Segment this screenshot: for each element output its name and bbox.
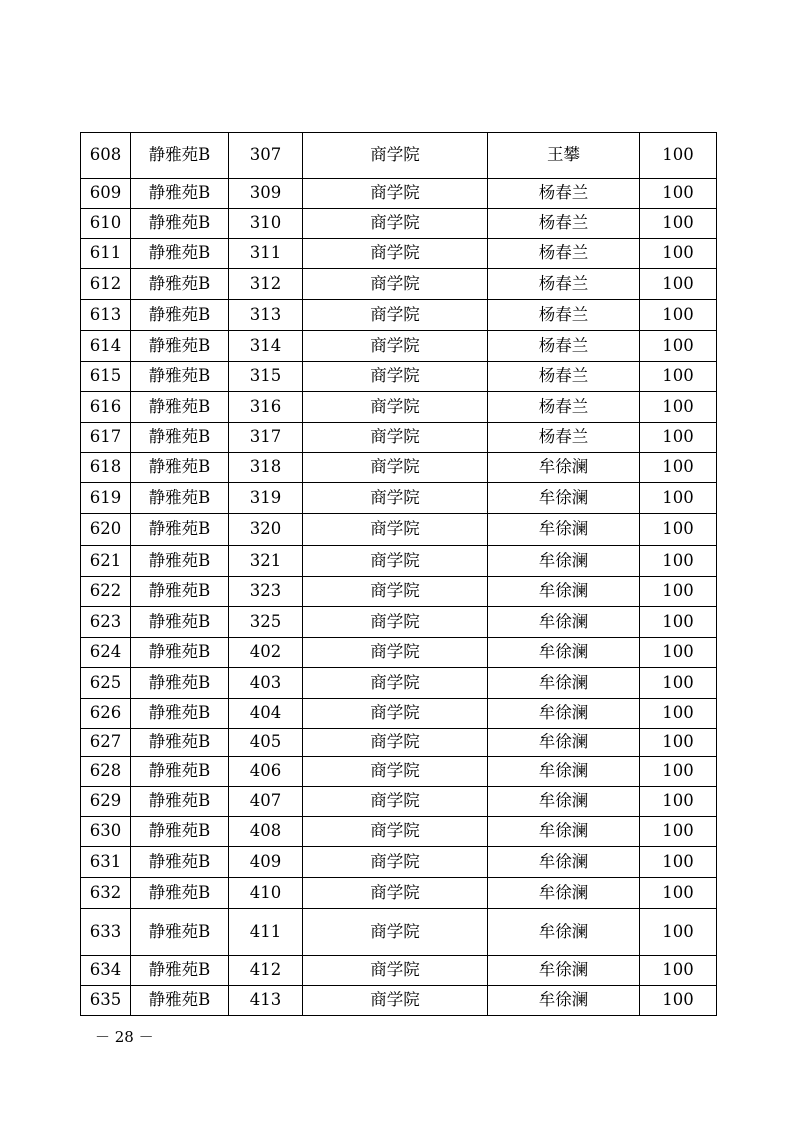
cell-score: 100 xyxy=(640,392,717,423)
cell-no: 633 xyxy=(81,909,131,956)
cell-score: 100 xyxy=(640,986,717,1016)
table-row xyxy=(81,729,717,757)
cell-room: 313 xyxy=(229,300,303,331)
cell-no: 631 xyxy=(81,847,131,878)
cell-college: 商学院 xyxy=(303,423,488,453)
table-row xyxy=(81,362,717,392)
cell-person: 牟徐澜 xyxy=(488,577,640,607)
cell-room: 323 xyxy=(229,577,303,607)
cell-no: 611 xyxy=(81,239,131,269)
table-row xyxy=(81,269,717,300)
cell-building: 静雅苑B xyxy=(131,729,229,757)
cell-score: 100 xyxy=(640,878,717,909)
cell-building: 静雅苑B xyxy=(131,209,229,239)
cell-building: 静雅苑B xyxy=(131,986,229,1016)
cell-building: 静雅苑B xyxy=(131,909,229,956)
cell-room: 320 xyxy=(229,514,303,546)
cell-score: 100 xyxy=(640,638,717,668)
cell-person: 牟徐澜 xyxy=(488,546,640,577)
cell-score: 100 xyxy=(640,668,717,699)
cell-no: 626 xyxy=(81,699,131,729)
cell-college: 商学院 xyxy=(303,300,488,331)
cell-person: 牟徐澜 xyxy=(488,638,640,668)
cell-college: 商学院 xyxy=(303,546,488,577)
cell-no: 610 xyxy=(81,209,131,239)
cell-room: 309 xyxy=(229,179,303,209)
cell-no: 623 xyxy=(81,607,131,638)
cell-college: 商学院 xyxy=(303,878,488,909)
cell-room: 315 xyxy=(229,362,303,392)
cell-no: 620 xyxy=(81,514,131,546)
table-row xyxy=(81,878,717,909)
cell-room: 408 xyxy=(229,817,303,847)
cell-building: 静雅苑B xyxy=(131,668,229,699)
cell-person: 牟徐澜 xyxy=(488,453,640,483)
cell-building: 静雅苑B xyxy=(131,179,229,209)
cell-room: 405 xyxy=(229,729,303,757)
cell-college: 商学院 xyxy=(303,392,488,423)
cell-college: 商学院 xyxy=(303,453,488,483)
cell-no: 629 xyxy=(81,787,131,817)
cell-score: 100 xyxy=(640,757,717,787)
cell-score: 100 xyxy=(640,909,717,956)
cell-room: 411 xyxy=(229,909,303,956)
table-row xyxy=(81,331,717,362)
cell-building: 静雅苑B xyxy=(131,331,229,362)
cell-no: 619 xyxy=(81,483,131,514)
table-row xyxy=(81,546,717,577)
cell-room: 318 xyxy=(229,453,303,483)
cell-person: 牟徐澜 xyxy=(488,729,640,757)
cell-building: 静雅苑B xyxy=(131,577,229,607)
cell-score: 100 xyxy=(640,300,717,331)
table-row xyxy=(81,300,717,331)
cell-building: 静雅苑B xyxy=(131,956,229,986)
cell-college: 商学院 xyxy=(303,239,488,269)
cell-no: 612 xyxy=(81,269,131,300)
cell-room: 314 xyxy=(229,331,303,362)
cell-no: 614 xyxy=(81,331,131,362)
records-table-body xyxy=(81,133,717,1016)
cell-college: 商学院 xyxy=(303,699,488,729)
cell-no: 624 xyxy=(81,638,131,668)
cell-college: 商学院 xyxy=(303,269,488,300)
table-row xyxy=(81,423,717,453)
cell-building: 静雅苑B xyxy=(131,453,229,483)
cell-person: 牟徐澜 xyxy=(488,956,640,986)
cell-score: 100 xyxy=(640,817,717,847)
cell-person: 牟徐澜 xyxy=(488,483,640,514)
cell-college: 商学院 xyxy=(303,787,488,817)
cell-building: 静雅苑B xyxy=(131,269,229,300)
cell-no: 628 xyxy=(81,757,131,787)
cell-building: 静雅苑B xyxy=(131,133,229,179)
cell-room: 317 xyxy=(229,423,303,453)
cell-building: 静雅苑B xyxy=(131,546,229,577)
cell-building: 静雅苑B xyxy=(131,239,229,269)
cell-score: 100 xyxy=(640,133,717,179)
table-row xyxy=(81,453,717,483)
cell-building: 静雅苑B xyxy=(131,607,229,638)
table-row xyxy=(81,986,717,1016)
table-row xyxy=(81,239,717,269)
page-number: － 28 － xyxy=(95,1028,154,1046)
cell-no: 621 xyxy=(81,546,131,577)
cell-room: 321 xyxy=(229,546,303,577)
cell-score: 100 xyxy=(640,514,717,546)
cell-no: 635 xyxy=(81,986,131,1016)
cell-room: 319 xyxy=(229,483,303,514)
cell-building: 静雅苑B xyxy=(131,423,229,453)
cell-room: 409 xyxy=(229,847,303,878)
cell-college: 商学院 xyxy=(303,577,488,607)
table-row xyxy=(81,847,717,878)
cell-room: 404 xyxy=(229,699,303,729)
cell-building: 静雅苑B xyxy=(131,847,229,878)
table-row xyxy=(81,757,717,787)
cell-no: 618 xyxy=(81,453,131,483)
cell-no: 627 xyxy=(81,729,131,757)
cell-room: 402 xyxy=(229,638,303,668)
cell-score: 100 xyxy=(640,239,717,269)
cell-college: 商学院 xyxy=(303,607,488,638)
table-row xyxy=(81,392,717,423)
table-row xyxy=(81,638,717,668)
cell-building: 静雅苑B xyxy=(131,878,229,909)
cell-building: 静雅苑B xyxy=(131,817,229,847)
cell-college: 商学院 xyxy=(303,729,488,757)
cell-no: 630 xyxy=(81,817,131,847)
cell-college: 商学院 xyxy=(303,956,488,986)
table-row xyxy=(81,133,717,179)
cell-building: 静雅苑B xyxy=(131,514,229,546)
cell-no: 608 xyxy=(81,133,131,179)
cell-college: 商学院 xyxy=(303,909,488,956)
cell-room: 316 xyxy=(229,392,303,423)
table-row xyxy=(81,209,717,239)
cell-building: 静雅苑B xyxy=(131,787,229,817)
cell-college: 商学院 xyxy=(303,817,488,847)
cell-college: 商学院 xyxy=(303,331,488,362)
cell-person: 杨春兰 xyxy=(488,209,640,239)
cell-person: 牟徐澜 xyxy=(488,847,640,878)
cell-person: 牟徐澜 xyxy=(488,817,640,847)
cell-building: 静雅苑B xyxy=(131,483,229,514)
cell-college: 商学院 xyxy=(303,514,488,546)
cell-room: 307 xyxy=(229,133,303,179)
cell-college: 商学院 xyxy=(303,362,488,392)
cell-no: 632 xyxy=(81,878,131,909)
cell-score: 100 xyxy=(640,847,717,878)
cell-score: 100 xyxy=(640,269,717,300)
records-table xyxy=(80,132,717,1016)
cell-score: 100 xyxy=(640,607,717,638)
cell-score: 100 xyxy=(640,699,717,729)
cell-room: 407 xyxy=(229,787,303,817)
cell-person: 牟徐澜 xyxy=(488,514,640,546)
cell-score: 100 xyxy=(640,577,717,607)
table-row xyxy=(81,514,717,546)
cell-person: 牟徐澜 xyxy=(488,668,640,699)
cell-college: 商学院 xyxy=(303,133,488,179)
cell-building: 静雅苑B xyxy=(131,362,229,392)
cell-college: 商学院 xyxy=(303,483,488,514)
cell-room: 311 xyxy=(229,239,303,269)
cell-score: 100 xyxy=(640,423,717,453)
table-row xyxy=(81,909,717,956)
table-row xyxy=(81,607,717,638)
cell-room: 406 xyxy=(229,757,303,787)
cell-person: 牟徐澜 xyxy=(488,986,640,1016)
cell-score: 100 xyxy=(640,362,717,392)
cell-person: 杨春兰 xyxy=(488,269,640,300)
table-row xyxy=(81,699,717,729)
table-row xyxy=(81,179,717,209)
cell-room: 412 xyxy=(229,956,303,986)
table-row xyxy=(81,817,717,847)
cell-no: 616 xyxy=(81,392,131,423)
cell-person: 牟徐澜 xyxy=(488,699,640,729)
cell-person: 杨春兰 xyxy=(488,239,640,269)
cell-score: 100 xyxy=(640,787,717,817)
cell-college: 商学院 xyxy=(303,179,488,209)
cell-room: 312 xyxy=(229,269,303,300)
cell-score: 100 xyxy=(640,729,717,757)
table-row xyxy=(81,668,717,699)
cell-no: 615 xyxy=(81,362,131,392)
cell-college: 商学院 xyxy=(303,847,488,878)
cell-score: 100 xyxy=(640,331,717,362)
cell-person: 杨春兰 xyxy=(488,362,640,392)
cell-person: 牟徐澜 xyxy=(488,787,640,817)
cell-person: 牟徐澜 xyxy=(488,878,640,909)
cell-person: 杨春兰 xyxy=(488,331,640,362)
cell-score: 100 xyxy=(640,179,717,209)
cell-college: 商学院 xyxy=(303,757,488,787)
cell-person: 杨春兰 xyxy=(488,392,640,423)
cell-building: 静雅苑B xyxy=(131,699,229,729)
cell-score: 100 xyxy=(640,546,717,577)
cell-room: 413 xyxy=(229,986,303,1016)
cell-college: 商学院 xyxy=(303,638,488,668)
cell-person: 杨春兰 xyxy=(488,179,640,209)
cell-building: 静雅苑B xyxy=(131,638,229,668)
cell-person: 杨春兰 xyxy=(488,423,640,453)
table-row xyxy=(81,956,717,986)
table-row xyxy=(81,483,717,514)
cell-no: 625 xyxy=(81,668,131,699)
cell-score: 100 xyxy=(640,209,717,239)
cell-no: 609 xyxy=(81,179,131,209)
cell-no: 634 xyxy=(81,956,131,986)
cell-person: 杨春兰 xyxy=(488,300,640,331)
cell-no: 622 xyxy=(81,577,131,607)
cell-no: 617 xyxy=(81,423,131,453)
cell-no: 613 xyxy=(81,300,131,331)
cell-room: 403 xyxy=(229,668,303,699)
cell-person: 牟徐澜 xyxy=(488,909,640,956)
cell-building: 静雅苑B xyxy=(131,300,229,331)
cell-building: 静雅苑B xyxy=(131,392,229,423)
cell-college: 商学院 xyxy=(303,668,488,699)
cell-room: 410 xyxy=(229,878,303,909)
cell-college: 商学院 xyxy=(303,209,488,239)
cell-college: 商学院 xyxy=(303,986,488,1016)
cell-person: 牟徐澜 xyxy=(488,607,640,638)
cell-room: 310 xyxy=(229,209,303,239)
cell-room: 325 xyxy=(229,607,303,638)
table-row xyxy=(81,577,717,607)
cell-person: 王攀 xyxy=(488,133,640,179)
table-row xyxy=(81,787,717,817)
cell-building: 静雅苑B xyxy=(131,757,229,787)
cell-person: 牟徐澜 xyxy=(488,757,640,787)
cell-score: 100 xyxy=(640,453,717,483)
cell-score: 100 xyxy=(640,483,717,514)
cell-score: 100 xyxy=(640,956,717,986)
